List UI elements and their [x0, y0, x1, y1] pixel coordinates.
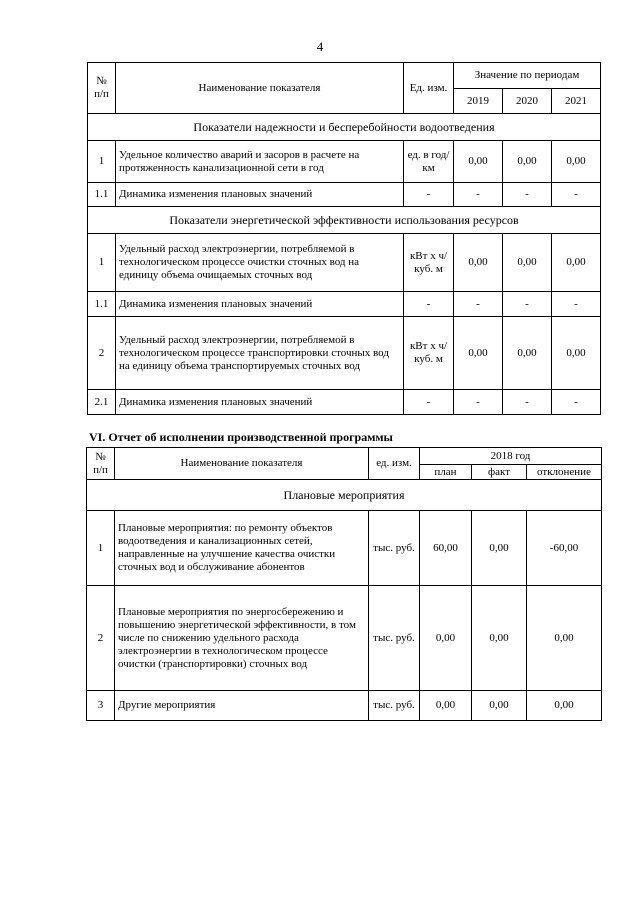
header-year: 2020: [503, 89, 552, 114]
row-num: 1: [87, 511, 115, 586]
row-unit: -: [404, 390, 454, 415]
table-row: [88, 234, 601, 292]
row-unit: кВт х ч/куб. м: [404, 317, 454, 390]
header-name: Наименование показателя: [116, 63, 404, 114]
row-value: -: [503, 292, 552, 317]
header-deviation: отклонение: [527, 465, 602, 480]
row-num: 2: [87, 586, 115, 691]
header-periods: Значение по периодам: [454, 63, 601, 89]
indicators-table: [87, 62, 601, 415]
row-value: 0,00: [552, 141, 601, 183]
table-row: [88, 390, 601, 415]
row-value: 0,00: [454, 317, 503, 390]
header-num: № п/п: [88, 63, 116, 114]
row-unit: -: [404, 292, 454, 317]
row-fact: 0,00: [472, 511, 527, 586]
row-value: -: [454, 292, 503, 317]
table-row: [88, 317, 601, 390]
row-name: Плановые мероприятия: по ремонту объектов водоотведения и канализационных сетей, направленные на улучшение качества очистки сточных вод и обслуживание абонентов: [115, 511, 369, 586]
header-unit: Ед. изм.: [404, 63, 454, 114]
row-unit: -: [404, 183, 454, 207]
row-fact: 0,00: [472, 691, 527, 721]
header-year: 2018 год: [420, 448, 602, 465]
row-value: -: [552, 183, 601, 207]
row-name: Другие мероприятия: [115, 691, 369, 721]
row-name: Плановые мероприятия по энергосбережению и повышению энергетической эффективности, в том числе по снижению удельного расхода электроэнергии в технологическом процессе очистки (транспортировки) сточных вод: [115, 586, 369, 691]
row-value: -: [454, 390, 503, 415]
row-num: 3: [87, 691, 115, 721]
row-unit: тыс. руб.: [369, 511, 420, 586]
header-fact: факт: [472, 465, 527, 480]
row-name: Удельное количество аварий и засоров в расчете на протяженность канализационной сети в год: [116, 141, 404, 183]
row-value: 0,00: [503, 141, 552, 183]
section-title: Показатели надежности и бесперебойности водоотведения: [88, 114, 601, 141]
row-fact: 0,00: [472, 586, 527, 691]
section-heading: VI. Отчет об исполнении производственной программы: [89, 430, 393, 444]
row-deviation: -60,00: [527, 511, 602, 586]
table-row: [88, 292, 601, 317]
row-num: 2.1: [88, 390, 116, 415]
row-num: 1: [88, 141, 116, 183]
row-value: 0,00: [454, 141, 503, 183]
row-unit: тыс. руб.: [369, 586, 420, 691]
table-row: [87, 691, 602, 721]
row-plan: 0,00: [420, 586, 472, 691]
row-plan: 0,00: [420, 691, 472, 721]
header-name: Наименование показателя: [115, 448, 369, 480]
row-value: 0,00: [503, 317, 552, 390]
table-row: [88, 183, 601, 207]
row-name: Динамика изменения плановых значений: [116, 292, 404, 317]
row-name: Удельный расход электроэнергии, потребляемой в технологическом процессе транспортировки сточных вод на единицу объема транспортируемых сточных вод: [116, 317, 404, 390]
header-unit: ед. изм.: [369, 448, 420, 480]
table-row: [88, 141, 601, 183]
header-plan: план: [420, 465, 472, 480]
row-value: -: [503, 183, 552, 207]
row-deviation: 0,00: [527, 691, 602, 721]
header-num: № п/п: [87, 448, 115, 480]
section-title: Показатели энергетической эффективности использования ресурсов: [88, 207, 601, 234]
row-value: -: [552, 390, 601, 415]
table-row: [87, 511, 602, 586]
row-value: 0,00: [454, 234, 503, 292]
row-value: 0,00: [552, 234, 601, 292]
page-number: 4: [316, 39, 324, 54]
row-name: Удельный расход электроэнергии, потребляемой в технологическом процессе очистки сточных вод на единицу объема очищаемых сточных вод: [116, 234, 404, 292]
row-value: -: [503, 390, 552, 415]
row-num: 1: [88, 234, 116, 292]
row-num: 2: [88, 317, 116, 390]
row-value: -: [454, 183, 503, 207]
row-name: Динамика изменения плановых значений: [116, 183, 404, 207]
row-num: 1.1: [88, 183, 116, 207]
header-year: 2019: [454, 89, 503, 114]
row-plan: 60,00: [420, 511, 472, 586]
header-year: 2021: [552, 89, 601, 114]
row-name: Динамика изменения плановых значений: [116, 390, 404, 415]
row-unit: ед. в год/км: [404, 141, 454, 183]
row-value: 0,00: [552, 317, 601, 390]
group-title: Плановые мероприятия: [87, 480, 602, 511]
row-unit: кВт х ч/куб. м: [404, 234, 454, 292]
row-value: 0,00: [503, 234, 552, 292]
row-num: 1.1: [88, 292, 116, 317]
row-value: -: [552, 292, 601, 317]
program-report-table: [86, 447, 602, 721]
table-row: [87, 586, 602, 691]
row-unit: тыс. руб.: [369, 691, 420, 721]
row-deviation: 0,00: [527, 586, 602, 691]
